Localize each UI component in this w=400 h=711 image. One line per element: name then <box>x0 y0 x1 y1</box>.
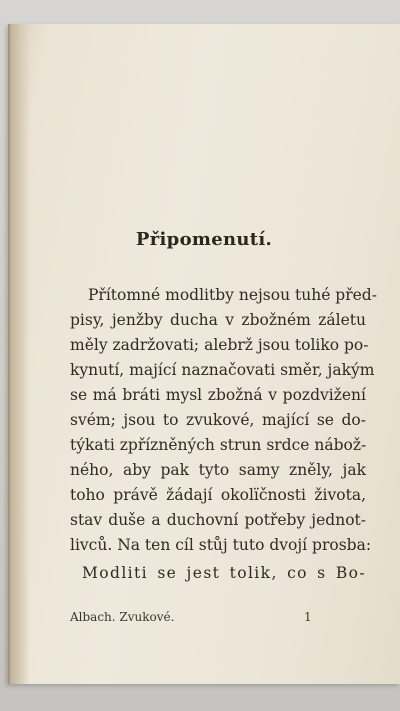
text-line: měly zadržovati; alebrž jsou toliko po- <box>70 336 369 354</box>
text-line: svém; jsou to zvukové, mající se do- <box>70 411 366 429</box>
text-line: Přítomné modlitby nejsou tuhé před- <box>88 286 377 304</box>
text-line: kynutí, mající naznačovati směr, jakým <box>70 361 375 379</box>
text-line: toho právě žádají okolïčnosti života, <box>70 486 366 504</box>
page-number: 1 <box>304 610 312 624</box>
text-line: stav duše a duchovní potřeby jednot- <box>70 511 366 529</box>
text-line: livců. Na ten cíl stůj tuto dvojí prosba: <box>70 536 372 554</box>
book-page <box>8 24 400 684</box>
text-line-spaced: Modliti se jest tolik, co s Bo- <box>82 564 366 582</box>
page-title: Připomenutí. <box>135 229 273 250</box>
text-line: týkati zpřízněných strun srdce nábož- <box>70 436 367 454</box>
page-binding-edge <box>8 24 30 684</box>
footer-signature: Albach. Zvukové. <box>70 610 175 624</box>
text-line: ného, aby pak tyto samy zněly, jak <box>70 461 366 479</box>
text-line: pisy, jenžby ducha v zbožném záletu <box>70 311 366 329</box>
text-line: se má bráti mysl zbožná v pozdvižení <box>70 386 366 404</box>
